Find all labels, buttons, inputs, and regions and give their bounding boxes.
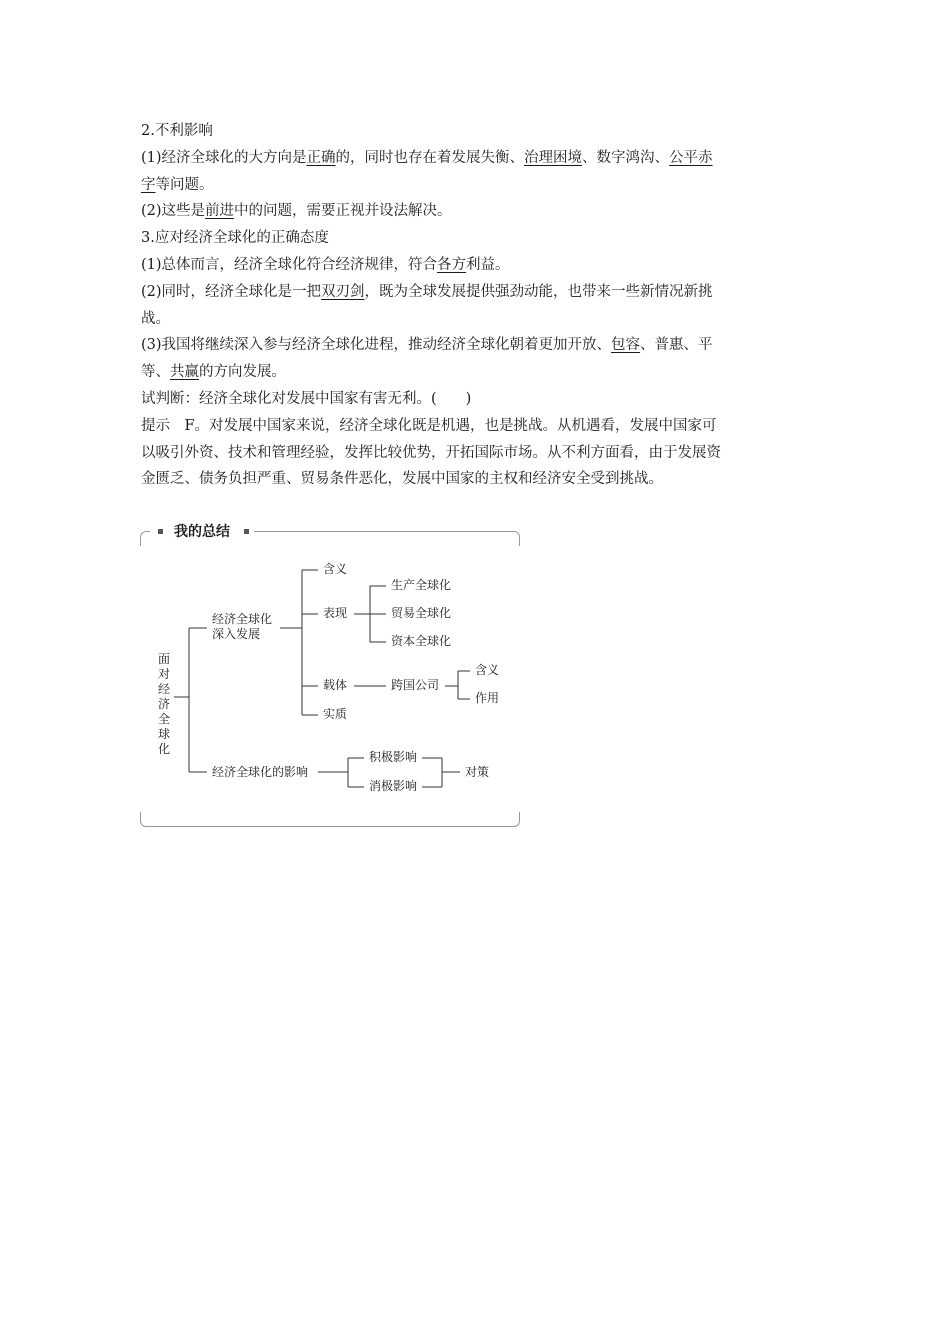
text-segment: 的，同时也存在着发展失衡、 <box>335 149 525 166</box>
text-segment: (1)总体而言，经济全球化符合经济规律，符合 <box>141 257 438 273</box>
underlined-answer: 正确 <box>306 149 336 166</box>
text-segment: (1)经济全球化的大方向是 <box>141 149 307 166</box>
text-segment: 利益。 <box>466 257 510 273</box>
underlined-answer: 前进 <box>205 203 235 220</box>
node-branch2: 经济全球化的影响 <box>212 765 309 779</box>
text-segment: 等、 <box>141 364 170 381</box>
text-segment: ，既为全球发展提供强劲动能，也带来一些新情况新挑 <box>364 283 713 300</box>
node-countermeasure: 对策 <box>465 765 490 779</box>
node-multinational: 跨国公司 <box>391 678 440 692</box>
node-expression: 表现 <box>323 606 348 620</box>
text-segment: 以吸引外资、技术和管理经验，发挥比较优势，开拓国际市场。从不利方面看，由于发展资 <box>141 444 721 461</box>
mindmap-root: 面对经济全球化 <box>157 652 170 756</box>
text-segment: 、普惠、平 <box>640 337 713 354</box>
text-segment: 试判断：经济全球化对发展中国家有害无利。( ) <box>141 391 472 407</box>
node-capital-globalization: 资本全球化 <box>391 634 452 648</box>
node-mnc-meaning: 含义 <box>475 663 500 677</box>
node-branch1-line2: 深入发展 <box>212 627 261 641</box>
node-production-globalization: 生产全球化 <box>391 578 452 592</box>
text-segment: (2)这些是 <box>141 203 206 220</box>
node-carrier: 载体 <box>323 678 348 692</box>
text-segment: 金匮乏、债务负担严重、贸易条件恶化，发展中国家的主权和经济安全受到挑战。 <box>141 471 663 488</box>
underlined-answer: 治理困境 <box>524 149 583 166</box>
underlined-answer: 公平赤 <box>669 149 713 166</box>
text-segment: 战。 <box>141 310 170 327</box>
underlined-answer: 包容 <box>611 337 641 354</box>
text-segment: 2.不利影响 <box>141 123 213 139</box>
node-mnc-role: 作用 <box>475 691 500 705</box>
underlined-answer: 各方 <box>437 257 467 273</box>
text-segment: 中的问题，需要正视并设法解决。 <box>234 203 452 220</box>
text-segment: 提示 F。对发展中国家来说，经济全球化既是机遇，也是挑战。从机遇看，发展中国家可 <box>141 417 717 434</box>
text-segment: 的方向发展。 <box>199 364 286 381</box>
underlined-answer: 共赢 <box>170 364 199 381</box>
underlined-answer: 双刃剑 <box>321 283 365 300</box>
summary-title: 我的总结 <box>174 524 230 540</box>
text-segment: 3.应对经济全球化的正确态度 <box>141 230 329 247</box>
text-segment: (2)同时，经济全球化是一把 <box>141 283 322 300</box>
node-positive-impact: 积极影响 <box>369 750 418 764</box>
node-trade-globalization: 贸易全球化 <box>391 606 452 620</box>
node-negative-impact: 消极影响 <box>369 779 418 793</box>
node-essence: 实质 <box>323 707 348 721</box>
text-segment: 、数字鸿沟、 <box>582 149 670 166</box>
underlined-answer: 字 <box>141 176 156 193</box>
text-segment: (3)我国将继续深入参与经济全球化进程，推动经济全球化朝着更加开放、 <box>141 337 612 354</box>
text-segment: 等问题。 <box>155 176 214 193</box>
node-branch1-line1: 经济全球化 <box>212 612 273 626</box>
node-meaning: 含义 <box>323 562 348 576</box>
